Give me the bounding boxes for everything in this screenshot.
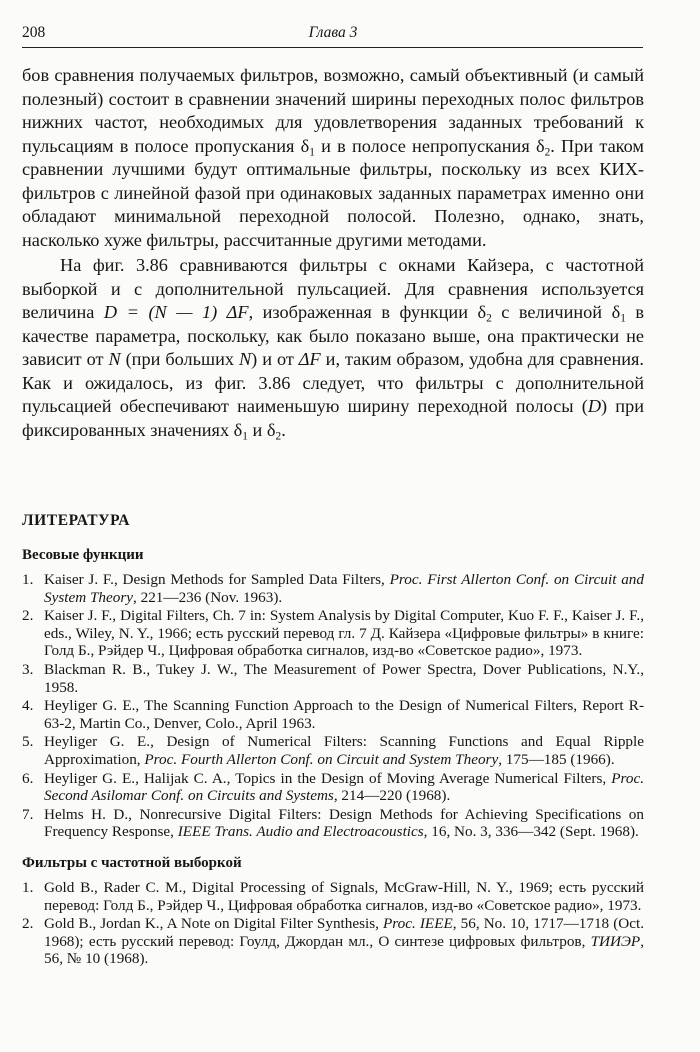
running-header xyxy=(22,24,644,46)
reference-item: 2. Kaiser J. F., Digital Filters, Ch. 7 in: System Analysis by Digital Computer, Kuo F. F., Kaiser J. F., eds., Wiley, N. Y., 1966; есть русский перевод гл. 7 Д. Кайзера «Цифровые фильтры» в книге: Голд Б., Рэйдер Ч., Цифровая обработка сигналов, изд-во «Советское радио», 1973. xyxy=(22,607,644,660)
literature-section xyxy=(22,511,644,969)
reference-item: 2. Gold B., Jordan K., A Note on Digital Filter Synthesis, Proc. IEEE, 56, No. 10, 1717—1718 (Oct. 1968); есть русский перевод: Гоулд, Джордан мл., О синтезе цифровых фильтров, ТИИЭР, 56, № 10 (1968). xyxy=(22,915,644,968)
paragraph-1: бов сравнения получаемых фильтров, возможно, самый объективный (и самый полезный) состоит в сравнении значений ширины переходных полос фильтров нижних частот, необходимых для удовлетворения заданных требований к пульсациям в полосе пропускания $\delta_1$ и в полосе непропускания $\delta_2$. При таком сравнении лучшими будут оптимальные фильтры, поскольку из всех КИХ-фильтров с линейной фазой при одинаковых заданных параметрах именно они обладают минимальной переходной полосой. Полезно, однако, знать, насколько хуже фильтры, рассчитанные другими методами. xyxy=(22,65,644,250)
chapter-title: Глава 3 xyxy=(308,24,358,41)
reference-list-frequency-sampling xyxy=(22,879,644,968)
reference-item: 1. Gold B., Rader C. M., Digital Processing of Signals, McGraw-Hill, N. Y., 1969; есть русский перевод: Голд Б., Рэйдер Ч., Цифровая обработка сигналов, изд-во «Советское радио», 1973. xyxy=(22,878,644,914)
paragraph-2: На фиг. 3.86 сравниваются фильтры с окнами Кайзера, с частотной выборкой и с дополнительной пульсацией. Для сравнения используется величина D = (N — 1) ΔF, изображенная в функции $\delta_2$ с величиной $\delta_1$ в качестве параметра, поскольку, как было показано выше, она практически не зависит от N (при больших N) и от ΔF и, таким образом, удобна для сравнения. Как и ожидалось, из фиг. 3.86 следует, что фильтры с дополнительной пульсацией обеспечивают наименьшую ширину переходной полосы (D) при фиксированных значениях $\delta_1$ и $\delta_2$. xyxy=(22,255,645,442)
reference-item: 5. Heyliger G. E., Design of Numerical Filters: Scanning Functions and Equal Ripple Approximation, Proc. Fourth Allerton Conf. on Circuit and System Theory, 175—185 (1966). xyxy=(22,733,644,768)
reference-list-window-functions xyxy=(22,571,644,841)
page-number: 208 xyxy=(22,24,46,41)
body-text xyxy=(22,64,644,442)
reference-item: 7. Helms H. D., Nonrecursive Digital Filters: Design Methods for Achieving Specifications on Frequency Response, IEEE Trans. Audio and Electroacoustics, 16, No. 3, 336—342 (Sept. 1968). xyxy=(22,805,644,841)
header-rule xyxy=(22,47,643,48)
section-heading-window-functions: Весовые функции xyxy=(22,547,144,563)
literature-heading: ЛИТЕРАТУРА xyxy=(22,512,130,529)
reference-item: 6. Heyliger G. E., Halijak C. A., Topics in the Design of Moving Average Numerical Filters, Proc. Second Asilomar Conf. on Circuits and Systems, 214—220 (1968). xyxy=(22,769,644,805)
reference-item: 1. Kaiser J. F., Design Methods for Sampled Data Filters, Proc. First Allerton Conf. on Circuit and System Theory, 221—236 (Nov. 1963). xyxy=(22,571,644,606)
section-heading-frequency-sampling: Фильтры с частотной выборкой xyxy=(22,854,242,871)
reference-item: 4. Heyliger G. E., The Scanning Function Approach to the Design of Numerical Filters, Report R-63-2, Martin Co., Denver, Colo., April 1963. xyxy=(22,697,644,732)
reference-item: 3. Blackman R. B., Tukey J. W., The Measurement of Power Spectra, Dover Publications, N.Y., 1958. xyxy=(22,660,644,696)
